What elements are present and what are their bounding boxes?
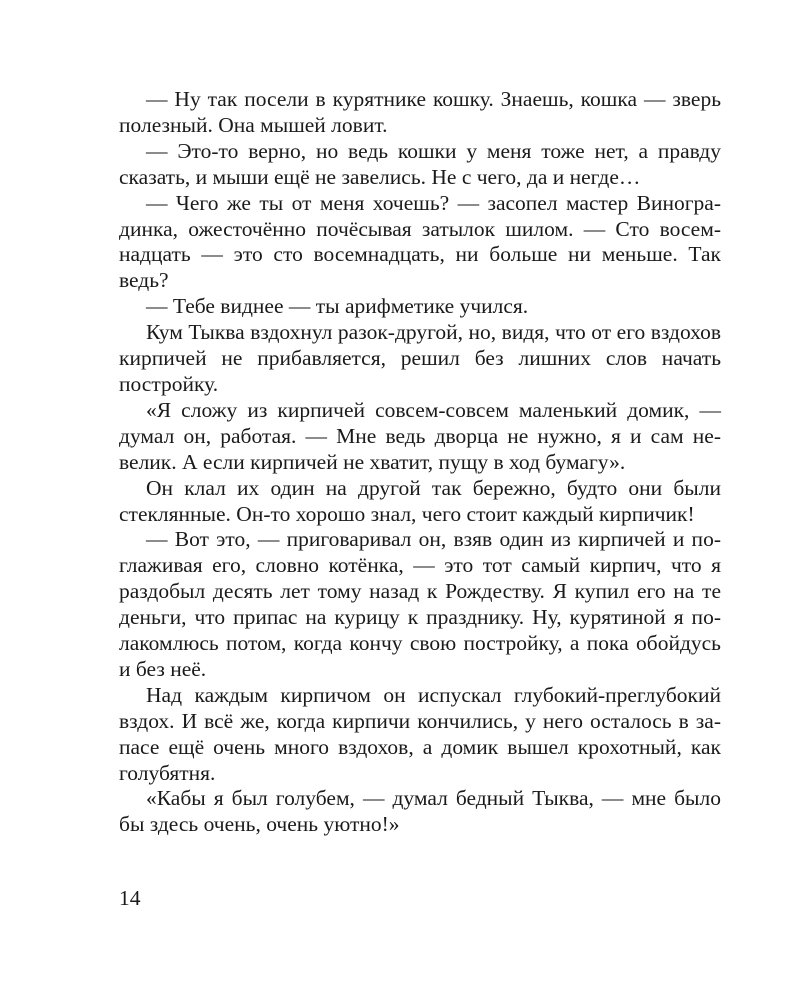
- paragraph: — Чего же ты от меня хочешь? — засопел мастер Виноградинка, ожесточённо почёсывая затылок шилом. — Сто восемнадцать — это сто восемнадцать, ни больше ни меньше. Так ведь?: [119, 190, 721, 293]
- paragraph: — Это-то верно, но ведь кошки у меня тоже нет, а правду сказать, и мыши ещё не завелись. Не с чего, да и негде…: [119, 138, 721, 189]
- paragraph: Над каждым кирпичом он испускал глубокий-преглубокий вздох. И всё же, когда кирпичи кончились, у него осталось в запасе ещё очень много вздохов, а домик вышел крохотный, как голубятня.: [119, 682, 721, 785]
- paragraph: — Ну так посели в курятнике кошку. Знаешь, кошка — зверь полезный. Она мышей ловит.: [119, 87, 721, 137]
- paragraph: Он клал их один на другой так бережно, будто они были стеклянные. Он-то хорошо знал, чего стоит каждый кирпичик!: [119, 475, 721, 526]
- paragraph: «Кабы я был голубем, — думал бедный Тыква, — мне было бы здесь очень, очень уютно!»: [119, 786, 721, 837]
- paragraph: — Вот это, — приговаривал он, взяв один из кирпичей и поглаживая его, словно котёнка, — это тот самый кирпич, что я раздобыл десять лет тому назад к Рождеству. Я купил его на те деньги, что припас на курицу к празднику. Ну, курятиной я полакомлюсь потом, когда кончу свою постройку, а пока обойдусь и без неё.: [119, 527, 721, 681]
- page-text: [119, 87, 721, 838]
- paragraph: «Я сложу из кирпичей совсем-совсем маленький домик, — думал он, работая. — Мне ведь дворца не нужно, я и сам невелик. А если кирпичей не хватит, пущу в ход бумагу».: [119, 397, 721, 474]
- paragraph: — Тебе виднее — ты арифметике учился.: [146, 294, 529, 319]
- paragraph: Кум Тыква вздохнул разок-другой, но, видя, что от его вздохов кирпичей не прибавляется, решил без лишних слов начать постройку.: [119, 320, 721, 396]
- page-number: 14: [119, 886, 141, 910]
